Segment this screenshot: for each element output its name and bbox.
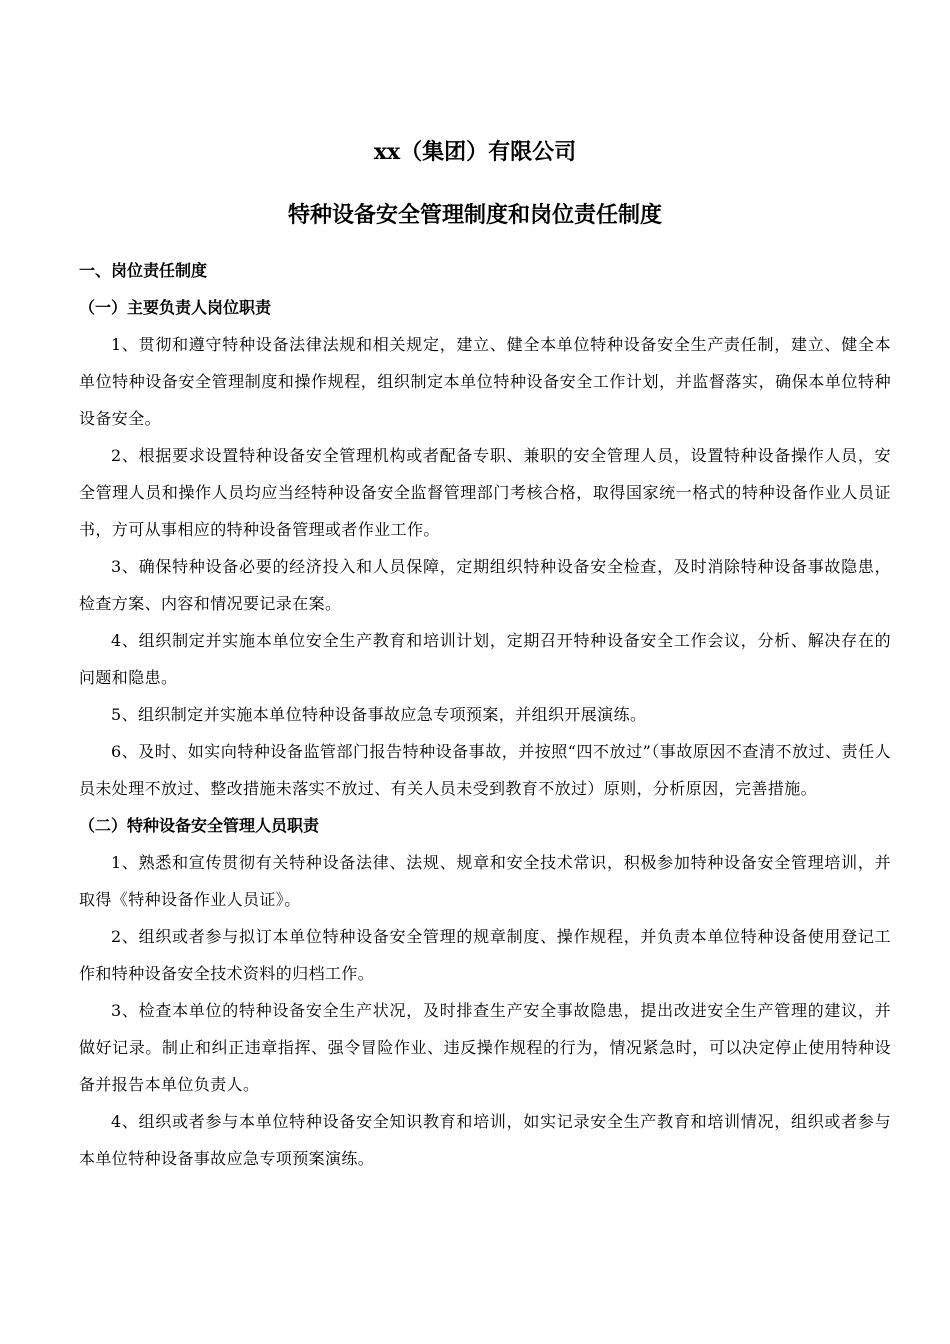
paragraph: 1、贯彻和遵守特种设备法律法规和相关规定，建立、健全本单位特种设备安全生产责任制，建立、健全本单位特种设备安全管理制度和操作规程，组织制定本单位特种设备安全工作计划，并监督落实，确保本单位特种设备安全。 [79,335,891,428]
paragraph: 3、检查本单位的特种设备安全生产状况，及时排查生产安全事故隐患，提出改进安全生产管理的建议，并做好记录。制止和纠正违章指挥、强令冒险作业、违反操作规程的行为，情况紧急时，可以决定停止使用特种设备并报告本单位负责人。 [79,1001,891,1094]
subsection-heading-safety-manager-duties: （二）特种设备安全管理人员职责 [79,816,320,835]
paragraph: 1、熟悉和宣传贯彻有关特种设备法律、法规、规章和安全技术常识，积极参加特种设备安全管理培训，并取得《特种设备作业人员证》。 [79,853,891,909]
section-heading-job-responsibility: 一、岗位责任制度 [79,261,208,280]
paragraph: 4、组织或者参与本单位特种设备安全知识教育和培训，如实记录安全生产教育和培训情况，组织或者参与本单位特种设备事故应急专项预案演练。 [79,1112,891,1168]
paragraph: 6、及时、如实向特种设备监管部门报告特种设备事故，并按照“四不放过”（事故原因不查清不放过、责任人员未处理不放过、整改措施未落实不放过、有关人员未受到教育不放过）原则，分析原因，完善措施。 [79,742,891,798]
subsection-heading-principal-duties: （一）主要负责人岗位职责 [79,298,272,317]
company-title: xx（集团）有限公司 [373,139,577,165]
paragraph: 5、组织制定并实施本单位特种设备事故应急专项预案，并组织开展演练。 [111,705,647,724]
paragraph: 2、根据要求设置特种设备安全管理机构或者配备专职、兼职的安全管理人员，设置特种设备操作人员，安全管理人员和操作人员均应当经特种设备安全监督管理部门考核合格，取得国家统一格式的特种设备作业人员证书，方可从事相应的特种设备管理或者作业工作。 [79,446,891,539]
document-body [79,252,891,1177]
paragraph: 4、组织制定并实施本单位安全生产教育和培训计划，定期召开特种设备安全工作会议，分析、解决存在的问题和隐患。 [79,631,891,687]
document-main-title: 特种设备安全管理制度和岗位责任制度 [287,202,662,228]
paragraph: 2、组织或者参与拟订本单位特种设备安全管理的规章制度、操作规程，并负责本单位特种设备使用登记工作和特种设备安全技术资料的归档工作。 [79,927,891,983]
paragraph: 3、确保特种设备必要的经济投入和人员保障，定期组织特种设备安全检查，及时消除特种设备事故隐患，检查方案、内容和情况要记录在案。 [79,557,891,613]
